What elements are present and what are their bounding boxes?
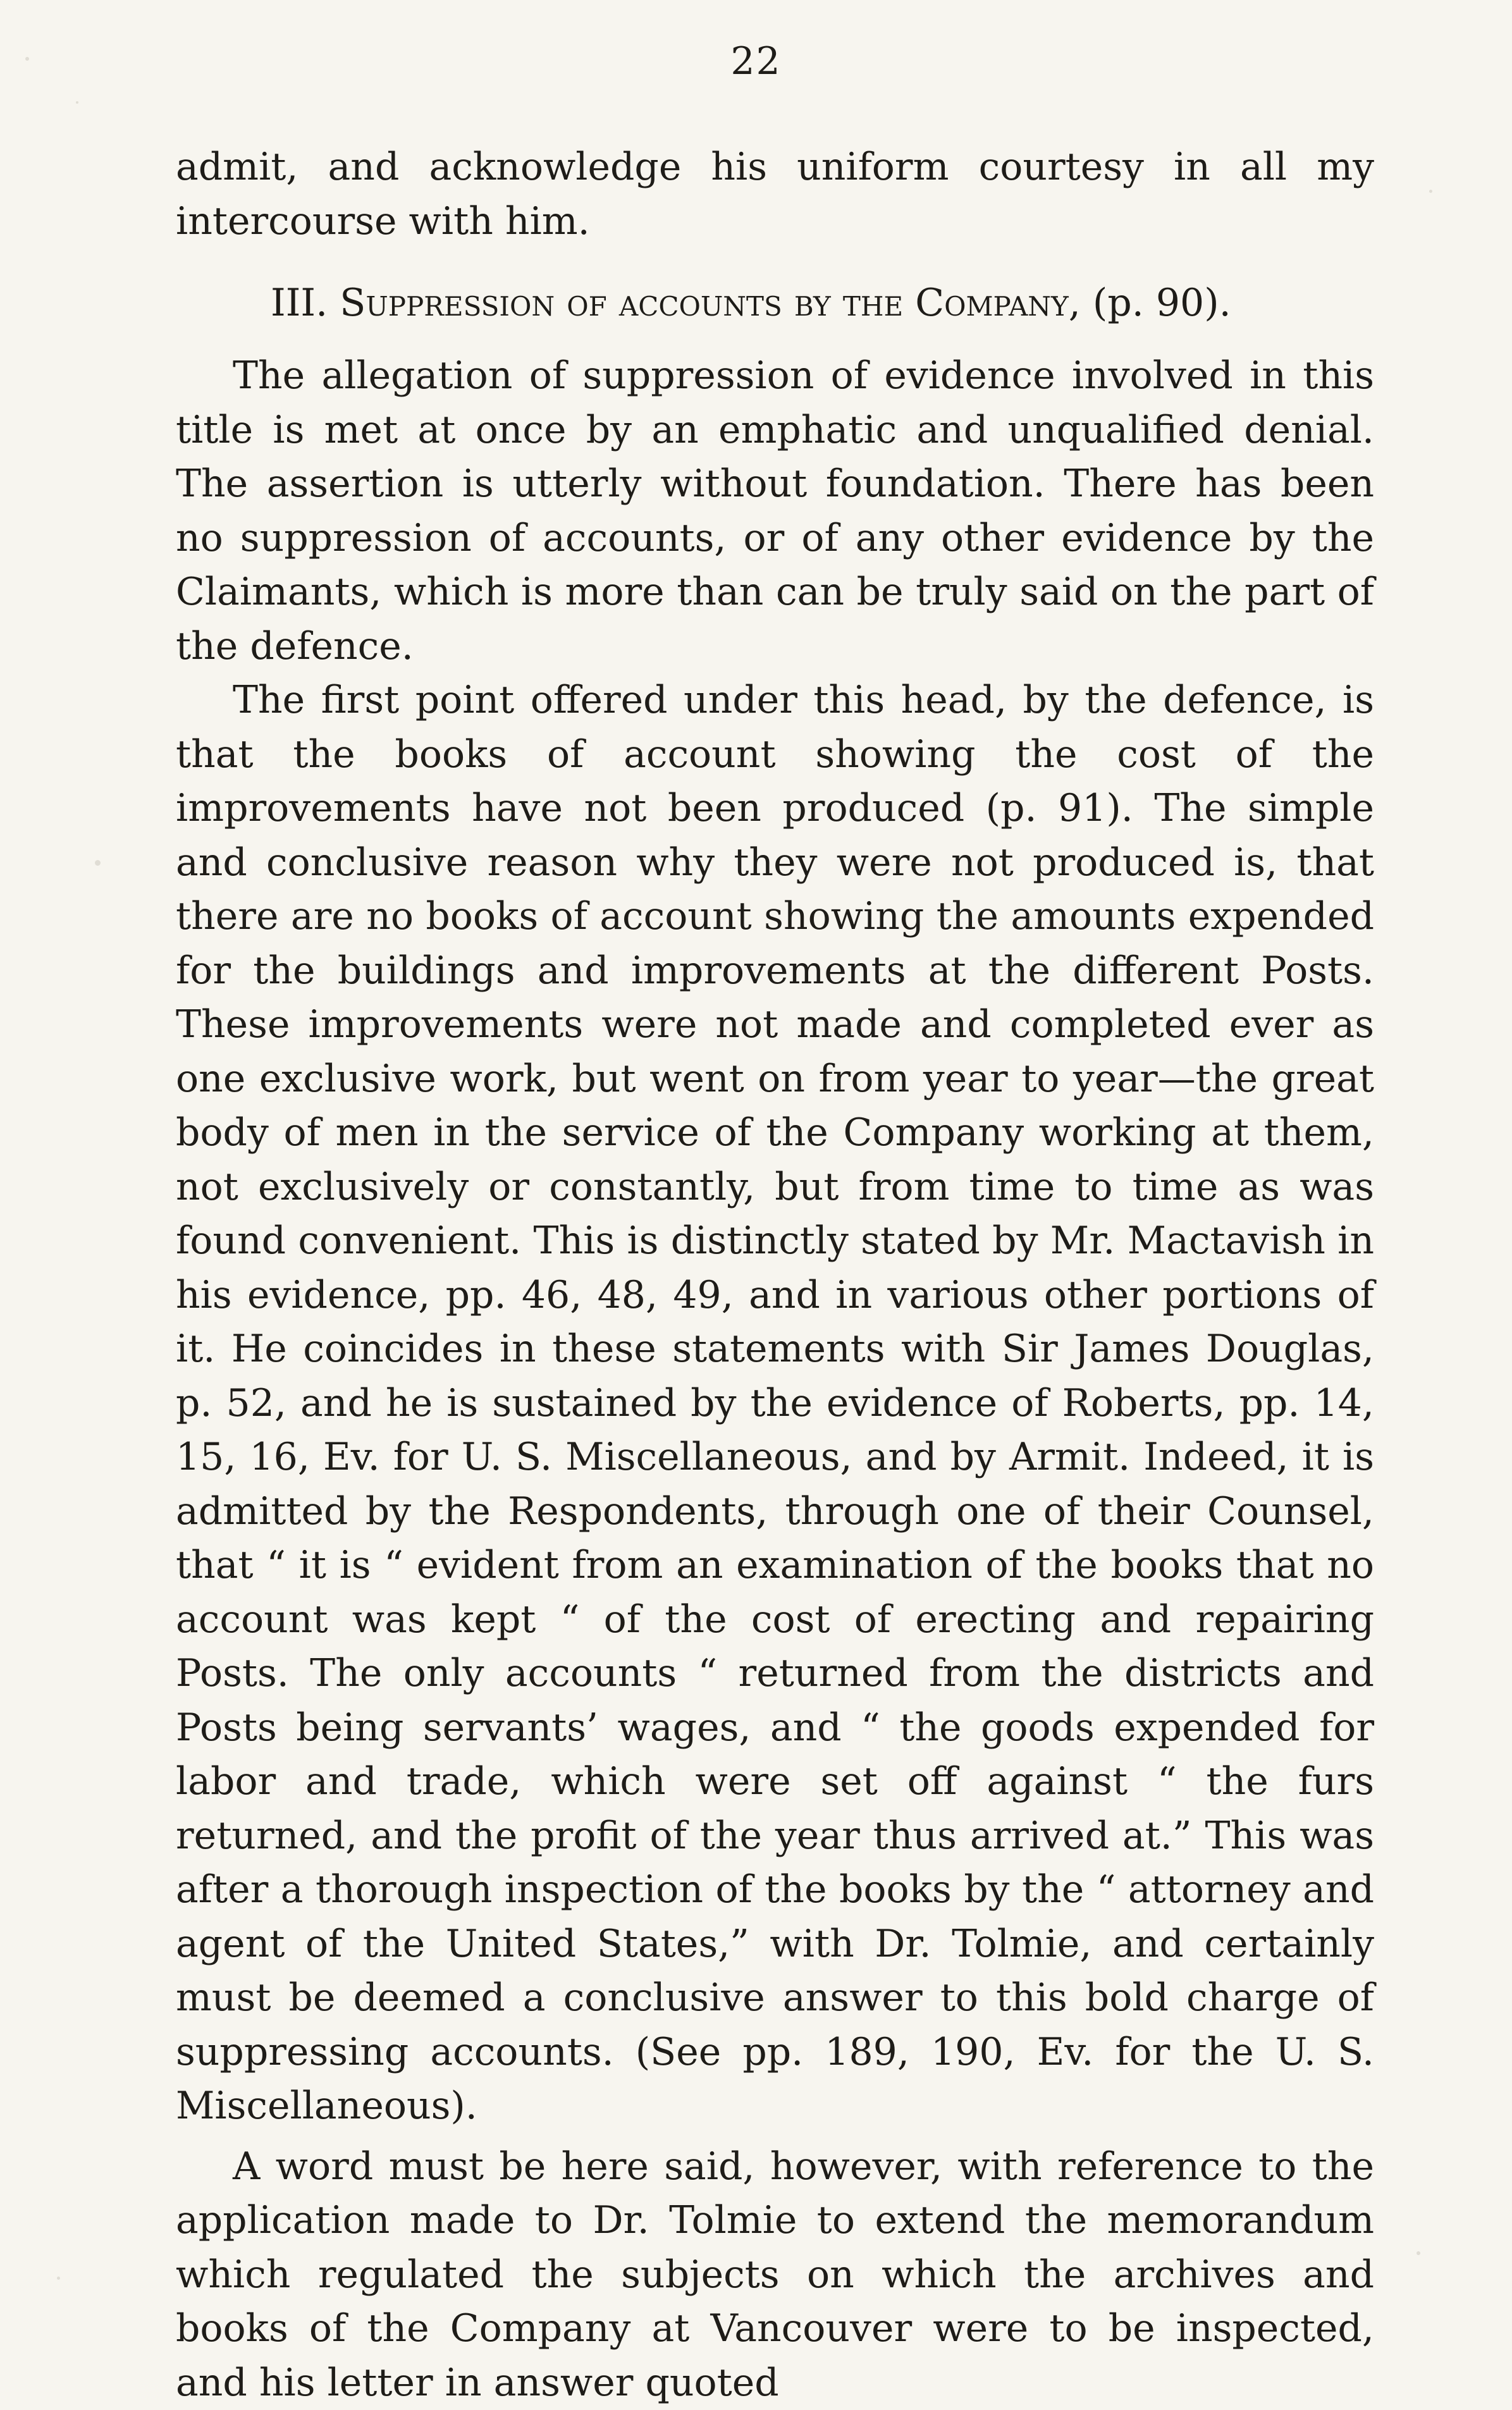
paragraph-continuation: admit, and acknowledge his uniform courtesy in all my intercourse with him. (176, 140, 1374, 249)
section-heading (176, 276, 1374, 330)
section-title: Suppression of accounts by the Company, (340, 281, 1081, 325)
section-page-ref: (p. 90). (1093, 281, 1231, 325)
paragraph-books-of-account: The first point offered under this head, by the defence, is that the books of account showing the cost of the improvements have not been produced (p. 91). The simple and conclusive reason why they were not produced is, that there are no books of account showing the amounts expended for the buildings and improvements at the different Posts. These improvements were not made and completed ever as one exclusive work, but went on from year to year—the great body of men in the service of the Company working at them, not exclusively or constantly, but from time to time as was found convenient. This is distinctly stated by Mr. Mactavish in his evidence, pp. 46, 48, 49, and in various other portions of it. He coincides in these statements with Sir James Douglas, p. 52, and he is sustained by the evidence of Roberts, pp. 14, 15, 16, Ev. for U. S. Miscellaneous, and by Armit. Indeed, it is admitted by the Respondents, through one of their Counsel, that “ it is “ evident from an examination of the books that no account was kept “ of the cost of erecting and repairing Posts. The only accounts “ returned from the districts and Posts being servants’ wages, and “ the goods expended for labor and trade, which were set off against “ the furs returned, and the profit of the year thus arrived at.” This was after a thorough inspection of the books by the “ attorney and agent of the United States,” with Dr. Tolmie, and certainly must be deemed a conclusive answer to this bold charge of suppressing accounts. (See pp. 189, 190, Ev. for the U. S. Miscellaneous). (176, 673, 1374, 2134)
page-number: 22 (0, 39, 1512, 83)
scan-speckle (57, 2277, 60, 2280)
scan-speckle (76, 101, 78, 104)
section-numeral: III. (271, 281, 328, 325)
text-column (176, 140, 1374, 2410)
paragraph-denial: The allegation of suppression of evidence involved in this title is met at once by an emphatic and unqualified denial. The assertion is utterly without foundation. There has been no suppression of accounts, or of any other evidence by the Claimants, which is more than can be truly said on the part of the defence. (176, 349, 1374, 673)
scan-speckle (1429, 190, 1432, 193)
paragraph-tolmie-application: A word must be here said, however, with reference to the application made to Dr. Tolmie to extend the memorandum which regulated the subjects on which the archives and books of the Company at Vancouver were to be inspected, and his letter in answer quoted (176, 2140, 1374, 2410)
scan-speckle (95, 860, 101, 866)
scan-speckle (25, 57, 29, 61)
scan-speckle (1417, 2251, 1420, 2255)
